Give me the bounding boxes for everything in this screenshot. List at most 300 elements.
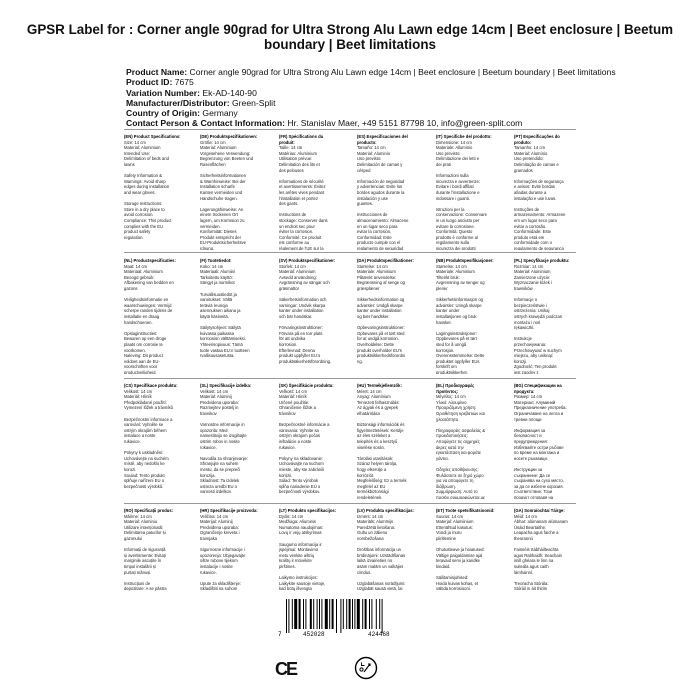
spec-block (279, 258, 339, 374)
spec-line: тревни площи (514, 416, 542, 422)
spec-line: varningar: Undvik skarpa (279, 302, 326, 308)
spec-line: Tiltenkt bruk: (436, 274, 460, 280)
spec-line: Veľkosť: 14 cm (279, 388, 307, 394)
spec-line: Yhteensopivuus: Tämä (200, 341, 243, 347)
spec-line: Installation scharfe (200, 184, 235, 190)
spec-line: Soulad: Tento produkt (124, 472, 165, 478)
spec-line: Koko: 14 cm (200, 263, 224, 269)
spec-block (124, 258, 184, 374)
spec-line: Opbevares på et tørt sted (357, 330, 405, 336)
spec-line: indossare i guanti. (436, 195, 470, 201)
spec-block (200, 383, 260, 499)
spec-line: figyelmeztetések: Kerülje (357, 427, 404, 433)
spec-line: and wear gloves. (124, 189, 156, 195)
spec-line: Predvidena uporaba: (200, 399, 239, 405)
barcode-bar (319, 599, 320, 629)
spec-block (514, 508, 574, 592)
spec-line: kuivassa paikassa (200, 330, 234, 336)
spec-line: lawns (124, 161, 135, 167)
barcode-bar (325, 599, 328, 629)
spec-line: des pelouses (279, 167, 304, 173)
spec-line: bordes agudos durante la (357, 189, 405, 195)
barcode-digits-right: 424468 (368, 631, 390, 638)
spec-line: advarsler: Undgå skarpe (357, 302, 403, 308)
spec-line: gazons (124, 285, 138, 291)
spec-line: kad būtų išvengta (279, 586, 312, 592)
spec-line: Sigurnosne informacije i (200, 547, 245, 553)
spec-line: Biztonsági információk és (357, 422, 405, 428)
spec-line: Pokyny k uskladnění: (124, 450, 164, 456)
spec-line: Safety Information & (124, 173, 162, 179)
spec-line: termékbiztonsági (357, 489, 389, 495)
spec-line: Afbakening van bedden en (124, 280, 174, 286)
spec-line: Begrænsning af senge og (357, 280, 405, 286)
spec-line: Materiaali: Alumiini (200, 269, 235, 275)
barcode-bar (340, 599, 341, 633)
spec-line: Przechowywać w suchym (514, 347, 562, 353)
spec-line: megfelel az EU (357, 483, 386, 489)
spec-block (279, 383, 339, 499)
spec-line: norobežošana (357, 535, 384, 541)
spec-line: trawników (514, 285, 533, 291)
spec-line: ostrým okrajům během (124, 427, 167, 433)
spec-line: Μέγεθος: 14 cm (436, 394, 466, 400)
spec-line: theorannú (514, 535, 533, 541)
spec-line: Materiāls: Alumīnijs (357, 519, 394, 525)
spec-line: Wyznaczanie łóżek i (514, 280, 552, 286)
barcode-bar (303, 599, 304, 629)
spec-line: Rozmiar: 14 cm (514, 263, 544, 269)
spec-line: Naleving: Dit product (124, 353, 163, 359)
spec-line: Lovų ir vejų atskyrimas (279, 530, 322, 536)
product-meta (126, 67, 616, 129)
spec-line: regolamento sulla (436, 240, 470, 246)
spec-line: mieste, aby ste zabránili (279, 466, 324, 472)
spec-line: conservazione: Conservare (436, 212, 487, 218)
spec-line: Varnostne informacije in (200, 422, 245, 428)
spec-line: Voodi ja muru (436, 530, 462, 536)
spec-line: regulation. (124, 234, 144, 240)
barcode-digit-prefix: 7 (278, 631, 282, 638)
spec-line: travnikov (200, 410, 217, 416)
spec-line: προειδοποιήσεις: (436, 433, 468, 439)
spec-line: upozorenja: Izbjegavajte (200, 552, 246, 558)
spec-line: για να αποφύγετε τη (436, 478, 474, 484)
spec-line: y advertencias: Evite los (357, 184, 403, 190)
spec-line: agus Rabhaidh: Seachain (514, 552, 562, 558)
spec-line: Съответствие: Този (514, 489, 553, 495)
spec-line: Sicherheitsinformationen (200, 173, 247, 179)
divider (124, 129, 576, 130)
spec-line: viselése során. (357, 444, 385, 450)
spec-line: Veličina: 14 cm (200, 513, 229, 519)
barcode-bar (376, 599, 377, 629)
spec-line: Sikkerhedsinformation og (357, 297, 405, 303)
spec-line: Shranjujte na suhem (200, 461, 239, 467)
spec-line: produkt uppfyller EU:s (279, 353, 321, 359)
spec-heading: (ES) Especificaciones del producto: (357, 134, 408, 145)
spec-heading: (HU) Termékjellemzők: (357, 383, 402, 388)
spec-line: l'installation et portez (279, 195, 318, 201)
spec-line: Materiale: Aluminium (436, 269, 475, 275)
spec-line: Delimitarea paturilor și (124, 530, 166, 536)
spec-block (200, 508, 260, 592)
spec-heading: (DE) Produktspezifikationen: (200, 134, 258, 139)
spec-heading: (LV) Produkta specifikācijas: (357, 508, 414, 513)
spec-line: conformidade com o (514, 240, 552, 246)
barcode-bar (371, 599, 372, 629)
spec-line: käytä käsineitä. (200, 313, 229, 319)
spec-line: по време на монтажа и (514, 450, 560, 456)
spec-line: Izmērs: 14 cm (357, 513, 384, 519)
spec-block (124, 134, 184, 250)
spec-line: Medžiaga: Aliuminis (279, 519, 317, 525)
spec-line: règlement de l'UE sur la (279, 245, 324, 250)
spec-line: sicurezza dei prodotti (436, 245, 476, 250)
spec-heading: (HR) Specifikacije proizvoda: (200, 508, 258, 513)
spec-line: Ettenähtud kasutus: (436, 524, 474, 530)
spec-line: pirštines. (279, 563, 296, 569)
spec-line: asennuksen aikana ja (200, 308, 241, 314)
spec-line: Uso previsto: (357, 156, 382, 162)
spec-line: produkt overholder EU's (357, 347, 402, 353)
spec-line: Razmejitev postelj in (200, 405, 239, 411)
spec-line: Instruções de (514, 206, 540, 212)
spec-line: Stóráil in áit thirim (514, 586, 548, 592)
spec-line: produto está em (514, 234, 545, 240)
spec-line: regulamento de segurança (514, 245, 564, 250)
spec-line: Φυλάσσετε σε ξηρό χώρο (436, 472, 484, 478)
spec-line: guantes. (357, 201, 374, 207)
spec-line: korozji. (514, 358, 528, 364)
spec-line: Istruzioni per la (436, 206, 465, 212)
barcode-bar (292, 599, 293, 629)
spec-line: timpul instalării și (124, 563, 156, 569)
spec-line: piiritlemine (436, 535, 457, 541)
spec-line: съхранение: Да се (514, 472, 551, 478)
spec-line: γάντια. (436, 455, 449, 461)
spec-line: montażu i noś (514, 319, 541, 325)
spec-line: vältida korrosiooni. (436, 586, 471, 592)
spec-line: installasjonen og bruk (436, 313, 477, 319)
spec-line: Αποφύγετε τις αιχμηρές (436, 438, 480, 444)
spec-line: brīdinājumi: Uzstādīšanas (357, 552, 406, 558)
spec-line: marginile ascuțite în (124, 558, 162, 564)
spec-line: och bär handskar. (279, 313, 313, 319)
spec-line: Lagringsinstruksjoner: (436, 330, 477, 336)
spec-line: produktet oppfyller EUs (436, 358, 480, 364)
spec-line: travnjaka (200, 535, 217, 541)
spec-line: Vorgesehene Verwendung: (200, 150, 251, 156)
meta-country-of-origin: Country of Origin: Germany (126, 108, 238, 119)
spec-line: Rasenflächen (200, 161, 226, 167)
spec-heading: (RO) Specificații produs: (124, 508, 174, 513)
spec-line: Úsáid Beartaithe: (514, 524, 547, 530)
spec-line: Určené použitie: (279, 399, 310, 405)
spec-line: éviter la corrosion. (279, 229, 314, 235)
spec-block (279, 508, 339, 592)
spec-line: Uso previsto: (436, 150, 461, 156)
spec-line: rukavice. (200, 569, 217, 575)
spec-heading: (FI) Tuotetiedot: (200, 258, 232, 263)
spec-block (279, 134, 339, 250)
spec-heading: (NB) Produktspesifikasjoner: (436, 258, 494, 263)
spec-line: Información de seguridad (357, 178, 405, 184)
spec-line: for at undgå korrosion. (357, 336, 399, 342)
spec-heading: (EL) Προδιαγραφές προϊόντος: (436, 383, 475, 394)
spec-line: rdnung. (200, 245, 215, 250)
spec-line: Utilisation prévue: (279, 156, 313, 162)
spec-block (436, 258, 496, 374)
spec-line: ostrým okrajom počas (279, 433, 320, 439)
spec-line: носете ръкавици. (514, 455, 548, 461)
spec-line: Predviđena uporaba: (200, 524, 239, 530)
spec-line: og bær handsker. (357, 313, 390, 319)
spec-line: Evitare i bordi affilati (436, 184, 474, 190)
spec-line: complies with the EU (124, 223, 164, 229)
spec-line: korrosjon. (436, 347, 455, 353)
spec-line: за да се избегне корозия. (514, 483, 564, 489)
spec-line: depozitare: A se păstra (124, 586, 167, 592)
spec-line: kanter under (436, 308, 460, 314)
spec-line: bezpečnosti výrobků. (124, 483, 164, 489)
spec-line: Delimitação de camas e (514, 161, 559, 167)
spec-line: Méret: 14 cm (357, 388, 382, 394)
spec-line: almacenamiento: Almacene (357, 217, 409, 223)
spec-line: Intended Use: (124, 150, 151, 156)
spec-line: advarsler: Unngå skarpe (436, 302, 482, 308)
spec-line: Tarkoitettu käyttö: (200, 274, 233, 280)
spec-line: Store in a dry place to (124, 206, 165, 212)
spec-block (357, 383, 417, 499)
spec-line: lámhainní. (514, 569, 534, 575)
spec-line: Maat: 14 cm (124, 263, 148, 269)
meta-product-name: Product Name: Corner angle 90grad for Ultra Strong Alu Lawn edge 14cm | Beet enclosure | Beetum boundary | Beet limitations (126, 67, 616, 77)
spec-line: Skladištiti na suhom (200, 586, 238, 592)
spec-line: för att undvika (279, 336, 306, 342)
spec-line: Megfelelőség: Ez a termék (357, 478, 407, 484)
spec-line: Tamanho: 14 cm (514, 145, 545, 151)
spec-line: Száraz helyen tárolja, (357, 461, 398, 467)
barcode-bar (352, 599, 353, 629)
spec-line: Bezpečnostní informace a (124, 416, 173, 422)
spec-line: предупреждения: (514, 438, 548, 444)
barcode-bar (317, 599, 318, 629)
spec-line: Størrelse: 14 cm (436, 263, 467, 269)
spec-line: voorschriften voor (124, 364, 158, 370)
spec-line: Matériau: Aluminium (279, 150, 317, 156)
spec-line: rukavice. (279, 444, 296, 450)
barcode-bar (336, 599, 337, 633)
spec-line: product safety (124, 229, 151, 235)
spec-line: reglamento de seguridad (357, 245, 404, 250)
spec-line: Utilizare intenționată: (124, 524, 164, 530)
spec-line: Säkerhetsinformation och (279, 297, 327, 303)
spec-line: Handschuhe tragen. (200, 195, 238, 201)
barcode-bar (346, 599, 347, 629)
spec-line: Material: Alumínio (514, 150, 548, 156)
spec-line: Konformität: Dieses (200, 229, 237, 235)
spec-line: varovania: Vyhnite sa (279, 427, 319, 433)
spec-line: Beoogd gebruik: (124, 274, 155, 280)
spec-line: einem trockenen Ort (200, 212, 238, 218)
spec-block (436, 134, 496, 250)
spec-line: cimdus. (357, 569, 372, 575)
spec-line: armazenamento: Armazene (514, 212, 566, 218)
spec-line: Material: Aluminium (124, 145, 161, 151)
spec-line: varoitukset: Vältä (200, 297, 233, 303)
spec-line: Overensstemmelse: Dette (436, 353, 485, 359)
spec-line: sted for å unngå (436, 341, 467, 347)
spec-line: varování: Vyhněte se (124, 422, 164, 428)
spec-line: en un lugar seco para (357, 223, 398, 229)
spec-line: Uzglabāt sausā vietā, lai (357, 586, 403, 592)
spec-line: evitar la corrosión. (357, 229, 392, 235)
spec-line: Dimensione: 14 cm (436, 139, 472, 145)
divider (124, 503, 576, 504)
spec-line: Turvallisuustiedot ja (200, 291, 237, 297)
spec-line: hansker. (436, 319, 452, 325)
spec-line: produktsäkerhetsförordning. (279, 358, 332, 364)
spec-line: προϊόν συμμορφώνεται με (436, 494, 485, 499)
meta-variation-number: Variation Number: Ek-AD-140-90 (126, 87, 257, 98)
spec-line: gazonului (124, 535, 142, 541)
spec-line: Mărime: 14 cm (124, 513, 152, 519)
spec-line: des gants. (279, 201, 299, 207)
spec-line: Uzglabāšanas norādījumi: (357, 580, 406, 586)
spec-line: em um lugar seco para (514, 217, 557, 223)
spec-block (357, 134, 417, 250)
spec-heading: (DA) Produktspecifikationer: (357, 258, 414, 263)
spec-line: & Warnhinweise: Bei der (200, 178, 246, 184)
spec-line: Súlad: Tento výrobok (279, 478, 319, 484)
spec-line: EU-Produktsicherheitsve (200, 240, 247, 246)
spec-line: e avisos: Evite bordas (514, 184, 555, 190)
spec-line: produktsikkerhet. (436, 369, 468, 374)
spec-line: instalação e use luvas. (514, 195, 557, 201)
spec-line: Размер: 14 cm (514, 394, 543, 400)
barcode-bar (286, 599, 287, 633)
divider (124, 378, 576, 379)
spec-block (436, 508, 496, 592)
spec-line: laikā izvairieties no (357, 558, 393, 564)
spec-line: Opslaginstructies: (124, 330, 158, 336)
spec-line: Uchovávejte na suchém (124, 455, 169, 461)
barcode-bar (299, 599, 301, 629)
spec-line: Upute za skladištenje: (200, 580, 241, 586)
barcode-bar (321, 599, 322, 629)
spec-line: Overholdelse: Dette (357, 341, 395, 347)
spec-line: trávnikov (279, 410, 296, 416)
spec-line: Instructions de (279, 212, 307, 218)
spec-line: dei prati (436, 161, 451, 167)
spec-line: Materiál: Hliník (279, 394, 307, 400)
spec-heading: (PT) Especificações do produto: (514, 134, 560, 145)
spec-line: Uchovávajte na suchom (279, 461, 324, 467)
spec-line: Uso pretendido: (514, 156, 544, 162)
spec-line: Avgrensning av senger og (436, 280, 485, 286)
spec-line: Saugumo informacija ir (279, 541, 322, 547)
spec-line: un endroit sec pour (279, 223, 315, 229)
spec-line: plaats om corrosie te (124, 341, 163, 347)
spec-line: in un luogo asciutto per (436, 217, 480, 223)
spec-line: Conformidade: Este (514, 229, 552, 235)
meta-manufacturer: Manufacturer/Distributor: Green-Split (126, 97, 276, 108)
spec-line: forskrift om (436, 364, 457, 370)
spec-line: imill ghéara le linn na (514, 558, 554, 564)
spec-line: Materiale: Aluminium (357, 269, 396, 275)
spec-line: lagern, um Korrosion zu (200, 217, 245, 223)
spec-line: waarschuwingen: Vermijd (124, 302, 172, 308)
spec-heading: (PL) Specyfikacje produktu: (514, 258, 570, 263)
spec-line: opozorila: Med (200, 427, 228, 433)
barcode (278, 599, 428, 639)
spec-line: Begrenzung von Beeten und (200, 156, 254, 162)
spec-heading: (CS) Specifikace produktu: (124, 383, 178, 388)
spec-line: Ábhar: alúmanam alúmanam (514, 519, 568, 525)
spec-line: græsplæner (357, 285, 380, 291)
barcode-bar (310, 599, 312, 629)
spec-line: įspėjimai: Montavimo (279, 547, 319, 553)
spec-line: instalación y use (357, 195, 388, 201)
spec-line: Délimitation des lits et (279, 161, 320, 167)
spec-line: Material: Aluminium (279, 269, 316, 275)
spec-line: installatie en draag (124, 313, 160, 319)
spec-line: Paredzētā lietošana: (357, 524, 396, 530)
spec-line: voorkomen. (124, 347, 146, 353)
spec-line: Lagerungshinweise: An (200, 206, 244, 212)
spec-line: kraštų ir mūvėkite (279, 558, 312, 564)
spec-line: ostrych krawędzi podczas (514, 313, 562, 319)
barcode-bar (354, 599, 355, 629)
spec-line: kindaid. (436, 563, 451, 569)
spec-line: Compliance: This product (124, 217, 172, 223)
spec-line: prodotto è conforme al (436, 234, 478, 240)
spec-line: az éles széleket a (357, 433, 391, 439)
spec-heading: (BG) Спецификации на продукта: (514, 383, 562, 394)
barcode-bar (305, 599, 306, 629)
spec-heading: (NL) Productspecificaties: (124, 258, 176, 263)
spec-line: Material: Aluminiu (124, 519, 158, 525)
spec-line: stockage: Conserver dans (279, 217, 328, 223)
spec-line: Skladnost: Ta izdelek (200, 478, 240, 484)
spec-line: Taille: 14 cm (279, 145, 303, 151)
spec-line: Οδηγίες αποθήκευσης: (436, 466, 479, 472)
recycling-icon (354, 656, 378, 680)
spec-line: bezpečnosti výrobkov. (279, 489, 321, 495)
spec-line: Ограничаване на легла и (514, 410, 564, 416)
barcode-bar (369, 599, 370, 629)
spec-line: korroosion välttämiseksi. (200, 336, 246, 342)
barcode-bar (365, 599, 367, 629)
spec-line: Bewaren op een droge (124, 336, 167, 342)
meta-contact: Contact Person & Contact Information: Hr. Stanislav Maer, +49 5151 87798 10, info@green-split.com (126, 118, 523, 129)
spec-heading: (SK) Špecifikácie produktu: (279, 383, 334, 388)
spec-block (436, 383, 496, 499)
spec-line: Produkt entspricht der (200, 234, 241, 240)
spec-line: Treoracha Stórála: (514, 580, 549, 586)
spec-line: Påtænkt anvendelse: (357, 274, 397, 280)
spec-line: rvallisuusasetusta. (200, 353, 235, 359)
spec-heading: (ET) Toote spetsifikatsioonid: (436, 508, 495, 513)
spec-line: Størrelse: 14 cm (357, 263, 388, 269)
spec-heading: (SL) Specifikacije izdelka: (200, 383, 252, 388)
spec-line: varnosti izdelkov. (200, 489, 232, 495)
spec-line: Navodila za shranjevanje: (200, 455, 248, 461)
spec-line: Zamierzone użycie: (514, 274, 551, 280)
spec-line: ostrzeżenia: Unikaj (514, 308, 550, 314)
spec-block (124, 508, 184, 592)
